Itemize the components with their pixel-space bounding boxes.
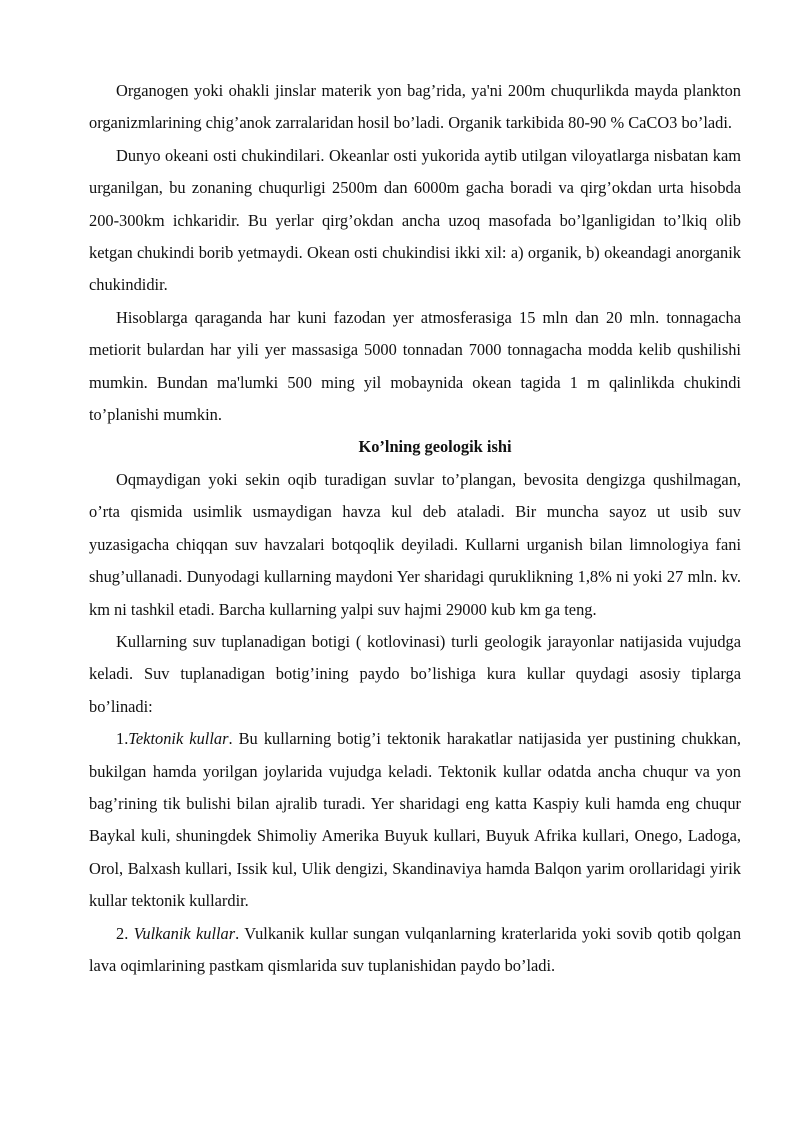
section-heading: Ko’lning geologik ishi [358, 437, 512, 457]
list-number: 1. [116, 729, 129, 749]
paragraph-lake-basin-origin: Kullarning suv tuplanadigan botigi ( kotlovinasi) turli geologik jarayonlar natijasida vujudga keladi. Suv tuplanadigan botig’ining paydo bo’lishiga kura kullar quydagi asosiy tiplarga bo’linadi: [89, 631, 741, 716]
term-tectonic-lakes: Tektonik kullar [128, 729, 229, 749]
paragraph-organogen: Organogen yoki ohakli jinslar materik yon bag’rida, ya'ni 200m chuqurlikda mayda plankton organizmlarining chig’anok zarralaridan hosil bo’ladi. Organik tarkibida 80-90 % CaCO3 bo’ladi. [89, 81, 741, 133]
paragraph-volcanic-lakes [89, 918, 741, 983]
document-page [89, 75, 741, 982]
volcanic-lakes-text: . Vulkanik kullar sungan vulqanlarning kraterlarida yoki sovib qotib qolgan lava oqimlarining pastkam qismlarida suv tuplanishidan paydo bo’ladi. [89, 923, 742, 975]
list-number: 2. [116, 923, 134, 943]
paragraph-tectonic-lakes [89, 723, 741, 917]
paragraph-meteorite-calculation: Hisoblarga qaraganda har kuni fazodan yer atmosferasiga 15 mln dan 20 mln. tonnagacha metiorit bulardan har yili yer massasiga 5000 tonnadan 7000 tonnagacha modda kelib qushilishi mumkin. Bundan ma'lumki 500 ming yil mobaynida okean tagida 1 m qalinlikda chukindi to’planishi mumkin. [89, 307, 741, 425]
term-volcanic-lakes: Vulkanik kullar [133, 923, 236, 943]
tectonic-lakes-text: . Bu kullarning botig’i tektonik harakatlar natijasida yer pustining chukkan, bukilgan hamda yorilgan joylarida vujudga keladi. Tektonik kullar odatda ancha chuqur va yon bag’rining tik bulishi bilan ajralib turadi. Yer sharidagi eng katta Kaspiy kuli hamda eng chuqur Baykal kuli, shuningdek Shimoliy Amerika Buyuk kullari, Buyuk Afrika kullari, Onego, Ladoga, Orol, Balxash kullari, Issik kul, Ulik dengizi, Skandinaviya hamda Balqon yarim orollaridagi yirik kullar tektonik kullardir. [89, 729, 741, 911]
paragraph-ocean-floor-sediments: Dunyo okeani osti chukindilari. Okeanlar osti yukorida aytib utilgan viloyatlarga nisbatan kam urganilgan, bu zonaning chuqurligi 2500m dan 6000m gacha boradi va qirg’okdan urta hisobda 200-300km ichkaridir. Bu yerlar qirg’okdan ancha uzoq masofada bo’lganligidan to’lkiq olib ketgan chukindi borib yetmaydi. Okean osti chukindisi ikki xil: a) organik, b) okeandagi anorganik chukindidir. [89, 145, 741, 295]
paragraph-lake-definition: Oqmaydigan yoki sekin oqib turadigan suvlar to’plangan, bevosita dengizga qushilmagan, o’rta qismida usimlik usmaydigan havza kul deb ataladi. Bir muncha sayoz ut usib suv yuzasigacha chiqqan suv havzalari botqoqlik deyiladi. Kullarni urganish bilan limnologiya fani shug’ullanadi. Dunyodagi kullarning maydoni Yer sharidagi quruklikning 1,8% ni yoki 27 mln. kv. km ni tashkil etadi. Barcha kullarning yalpi suv hajmi 29000 kub km ga teng. [89, 469, 741, 619]
